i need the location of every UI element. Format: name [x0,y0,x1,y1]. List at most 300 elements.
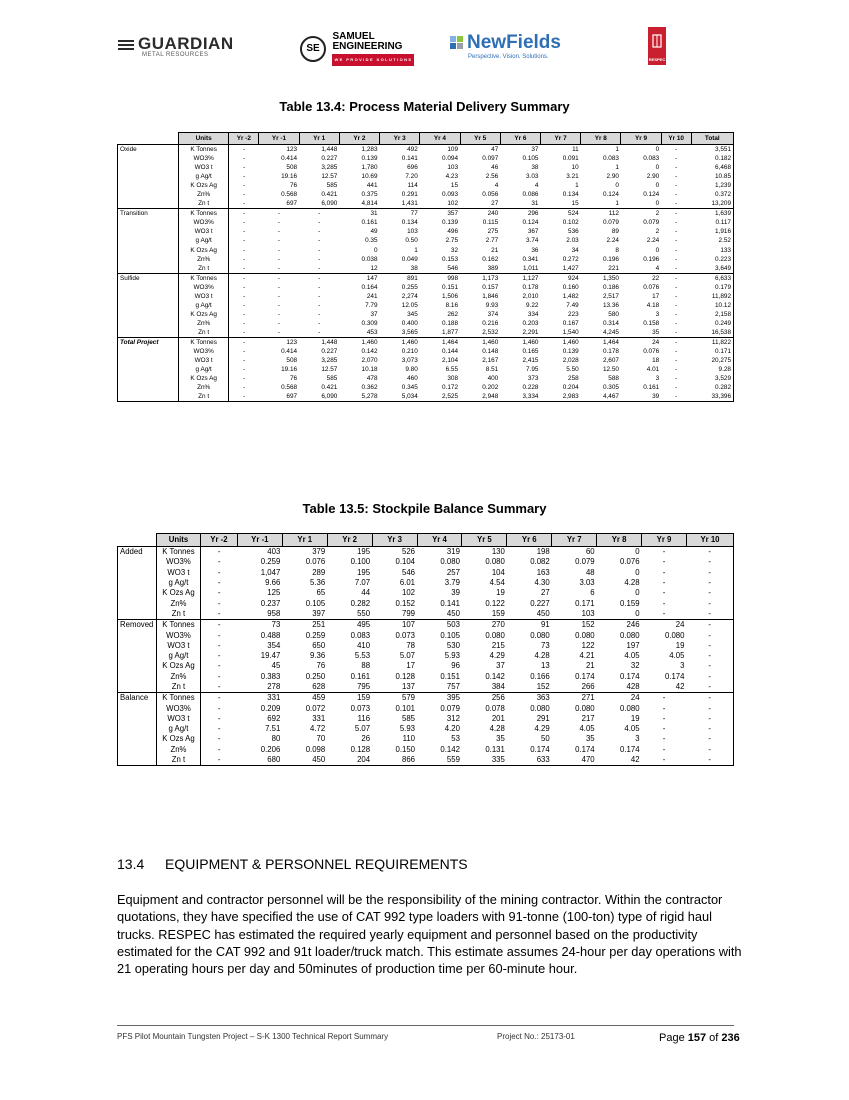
footer-page-prefix: Page [659,1032,688,1044]
unit-cell: g Ag/t [156,651,200,661]
value-cell: - [662,734,666,744]
value-cell: 0.50 [405,237,418,245]
value-cell: 0.227 [321,155,338,163]
value-cell: 270 [462,620,507,631]
value-cell: 1,460 [460,337,500,347]
value-cell: 47 [460,145,500,155]
value-cell: 0.102 [562,219,579,227]
value-cell: 15 [571,200,579,208]
unit-cell: g Ag/t [156,578,200,588]
process-material-delivery-table [117,132,734,402]
value-cell: 240 [460,209,500,219]
value-cell: - [243,255,246,263]
value-cell: 2.24 [646,237,660,245]
table-row [118,264,734,274]
value-cell: 559 [417,755,462,766]
unit-cell: Zn t [178,264,229,274]
value-cell: - [318,228,321,236]
value-cell: 2,167 [482,357,499,365]
column-header: Yr -2 [229,133,259,145]
value-cell: - [299,209,339,219]
row-group-label [118,365,179,374]
value-cell: 7.49 [566,301,579,309]
value-cell: 4.29 [489,651,505,661]
unit-cell: g Ag/t [178,236,229,245]
value-cell: 4.28 [489,724,505,734]
value-cell: 32 [450,246,459,254]
value-cell: 400 [487,375,499,383]
value-cell: 0.282 [691,383,733,392]
value-cell: 4.05 [624,651,640,661]
value-cell: 1,283 [339,145,379,155]
value-cell: 0.174 [575,744,595,754]
value-cell: 21 [585,661,595,671]
value-cell: - [686,693,733,704]
value-cell: 450 [282,755,327,766]
value-cell: 0.080 [530,703,550,713]
table-row [118,347,734,356]
value-cell: 31 [339,209,379,219]
value-cell: - [277,301,281,309]
column-header: Units [178,133,229,145]
value-cell: 2,532 [482,328,499,336]
value-cell: - [243,228,246,236]
value-cell: - [318,237,321,245]
table-row [118,328,734,338]
value-cell: 0.049 [401,255,418,263]
value-cell: 866 [372,755,417,766]
value-cell: 3.21 [566,173,579,181]
value-cell: 291 [536,713,550,723]
value-cell: 12.50 [602,366,619,374]
value-cell: 27 [491,200,499,208]
value-cell: 24 [621,337,661,347]
value-cell: - [686,630,733,640]
value-cell: - [686,609,733,620]
value-cell: 441 [366,182,378,190]
value-cell: 3 [655,375,660,383]
value-cell: 1,482 [562,292,579,300]
value-cell: 278 [267,682,281,691]
row-group-label [118,199,179,209]
column-header: Yr 10 [686,534,733,547]
table-row [118,356,734,365]
value-cell: - [217,661,221,671]
value-cell: 4.72 [310,724,326,734]
value-cell: 20,275 [691,356,733,365]
value-cell: 35 [585,734,595,744]
value-cell: 508 [286,357,298,365]
value-cell: 4 [534,182,539,190]
value-cell: 1,239 [691,181,733,190]
value-cell: 130 [462,547,507,558]
row-group-label: Total Project [118,337,179,347]
value-cell: 147 [339,273,379,283]
value-cell: - [243,283,246,291]
value-cell: 88 [361,661,371,671]
value-cell: 1,460 [339,337,379,347]
value-cell: 1,846 [482,292,499,300]
value-cell: 0.202 [482,384,499,392]
table-row [118,620,734,631]
value-cell: - [243,319,246,327]
value-cell: 76 [316,661,326,671]
table-row [118,755,734,766]
column-header: Yr 9 [642,534,687,547]
value-cell: 4.05 [624,724,640,734]
value-cell: 5,034 [380,392,420,402]
value-cell: - [243,384,246,392]
table-13-4-caption: Table 13.4: Process Material Delivery Summary [279,99,570,114]
value-cell: - [277,264,281,272]
table-row [118,714,734,724]
table-row [118,154,734,163]
stockpile-balance-table [117,533,734,766]
value-cell: 1,540 [562,328,579,336]
value-cell: - [662,598,666,608]
guardian-name: GUARDIAN [138,34,234,53]
value-cell: - [217,608,221,618]
table-row [118,374,734,383]
value-cell: 0.079 [440,703,460,713]
value-cell: 2.03 [566,237,579,245]
value-cell: 9.66 [265,578,281,588]
value-cell: - [243,191,246,199]
unit-cell: K Tonnes [178,145,229,155]
row-group-label [118,578,157,588]
value-cell: 546 [447,264,459,272]
footer-report-title: PFS Pilot Mountain Tungsten Project – S-K 1300 Technical Report Summary [117,1032,389,1041]
value-cell: 2,010 [522,292,539,300]
value-cell: - [229,337,259,347]
value-cell: 9.80 [405,366,418,374]
value-cell: 3.79 [444,578,460,588]
value-cell: 10.18 [361,366,378,374]
value-cell: - [318,292,321,300]
row-group-label [118,181,179,190]
value-cell: 1,011 [522,264,539,272]
value-cell: 363 [507,693,552,704]
value-cell: 0.314 [602,319,619,327]
value-cell: 7.51 [265,724,281,734]
unit-cell: g Ag/t [156,724,200,734]
value-cell: 0.148 [482,348,499,356]
unit-cell: WO3% [178,218,229,227]
value-cell: 116 [357,713,371,723]
value-cell: 2,948 [460,392,500,402]
value-cell: - [686,745,733,755]
value-cell: 4.54 [489,578,505,588]
value-cell: 0 [655,182,660,190]
value-cell: 257 [446,567,460,577]
table-row [118,319,734,328]
table-row [118,227,734,236]
value-cell: 0.134 [401,219,418,227]
value-cell: 453 [366,328,378,336]
value-cell: 0.250 [305,671,326,681]
value-cell: 204 [327,755,372,766]
value-cell: 0.375 [361,191,378,199]
value-cell: - [217,713,221,723]
value-cell: - [662,588,666,598]
value-cell: - [318,328,321,336]
value-cell: 2 [621,209,661,219]
value-cell: 275 [487,228,499,236]
row-group-label [118,374,179,383]
table-row [118,745,734,755]
newfields-squares-icon [450,36,464,50]
value-cell: 0.188 [442,319,459,327]
guardian-logo [118,34,234,58]
value-cell: 1,460 [500,337,540,347]
column-header: Yr 5 [462,534,507,547]
value-cell: 379 [282,547,327,558]
value-cell: - [675,237,678,245]
value-cell: 492 [380,145,420,155]
value-cell: 4,245 [602,328,619,336]
value-cell: 2,104 [442,357,459,365]
table-row [118,365,734,374]
value-cell: 107 [372,620,417,631]
row-group-label [118,190,179,199]
value-cell: - [686,557,733,567]
value-cell: 256 [462,693,507,704]
value-cell: 403 [237,547,282,558]
value-cell: 0.203 [522,319,539,327]
value-cell: 39 [621,392,661,402]
value-cell: 4.18 [646,301,660,309]
value-cell: 0.157 [482,283,499,291]
value-cell: - [243,173,246,181]
value-cell: 78 [406,640,416,650]
row-group-label [118,651,157,661]
value-cell: 0.305 [602,384,619,392]
value-cell: - [686,661,733,671]
value-cell: - [200,547,237,558]
value-cell: - [675,164,678,172]
value-cell: 585 [326,375,338,383]
row-group-label [118,588,157,598]
value-cell: 3,551 [691,145,733,155]
value-cell: - [243,301,246,309]
value-cell: 0.139 [562,348,579,356]
column-header: Yr 7 [540,133,580,145]
value-cell: 757 [446,682,460,691]
unit-cell: WO3% [178,347,229,356]
table-row [118,246,734,255]
value-cell: 0 [597,547,642,558]
column-header: Yr 8 [597,534,642,547]
value-cell: - [318,264,321,272]
value-cell: - [277,228,281,236]
value-cell: - [675,182,678,190]
row-group-label [118,745,157,755]
value-cell: 0.345 [401,384,418,392]
value-cell: - [299,273,339,283]
value-cell: 10.69 [361,173,378,181]
table-row [118,163,734,172]
value-cell: 163 [536,567,550,577]
value-cell: 0.076 [620,557,640,567]
value-cell: - [243,310,246,318]
row-group-label [118,218,179,227]
unit-cell: WO3 t [178,356,229,365]
value-cell: 4,814 [361,200,378,208]
value-cell: 450 [446,608,460,618]
value-cell: 2.24 [606,237,619,245]
value-cell: - [229,392,259,402]
value-cell: 795 [357,682,371,691]
respec-logo [648,27,666,65]
value-cell: - [686,734,733,744]
value-cell: 122 [581,640,595,650]
value-cell: - [259,273,299,283]
value-cell: 36 [531,246,539,254]
value-cell: 12 [370,264,378,272]
value-cell: 546 [402,567,416,577]
value-cell: - [243,246,246,254]
value-cell: 2.52 [691,236,733,245]
value-cell: 373 [527,375,539,383]
value-cell: 1,350 [581,273,621,283]
value-cell: 241 [366,292,378,300]
value-cell: - [662,557,666,567]
value-cell: 3 [635,734,640,744]
value-cell: 5.36 [310,578,326,588]
value-cell: 1,448 [299,337,339,347]
value-cell: 389 [487,264,499,272]
value-cell: 2,525 [420,392,460,402]
value-cell: - [318,219,321,227]
value-cell: 0.179 [691,283,733,292]
value-cell: 0.568 [281,191,298,199]
value-cell: 0.152 [395,598,416,608]
value-cell: 585 [402,713,416,723]
value-cell: 384 [491,682,505,691]
unit-cell: Zn t [178,328,229,338]
value-cell: 0.076 [643,348,660,356]
table-row [118,236,734,245]
value-cell: - [662,608,666,618]
value-cell: 0.124 [602,191,619,199]
value-cell: 1,431 [401,200,418,208]
value-cell: 35 [496,734,505,744]
row-group-label: Balance [118,693,157,704]
value-cell: 102 [447,200,459,208]
value-cell: 137 [402,682,416,691]
value-cell: 4.05 [579,724,595,734]
value-cell: 0.161 [361,219,378,227]
unit-cell: Zn% [156,672,200,682]
value-cell: 998 [420,273,460,283]
value-cell: 15 [450,182,459,190]
value-cell: 0.372 [691,190,733,199]
unit-cell: WO3 t [178,227,229,236]
value-cell: 397 [312,608,326,618]
column-header: Yr 10 [661,133,691,145]
value-cell: 2,070 [361,357,378,365]
value-cell: - [675,191,678,199]
value-cell: 0.115 [482,219,499,227]
value-cell: 0.141 [440,598,460,608]
value-cell: 0.151 [442,283,459,291]
table-row [118,292,734,301]
table-row [118,218,734,227]
value-cell: 109 [420,145,460,155]
samuel-text [332,32,414,66]
value-cell: - [662,744,666,754]
value-cell: 0.144 [442,348,459,356]
value-cell: 357 [420,209,460,219]
value-cell: 0.272 [562,255,579,263]
value-cell: 0.086 [522,191,539,199]
value-cell: - [675,375,678,383]
value-cell: 0.056 [482,191,499,199]
value-cell: 0.164 [361,283,378,291]
value-cell: 3,073 [401,357,418,365]
value-cell: 319 [417,547,462,558]
value-cell: 0.414 [281,348,298,356]
value-cell: 0.124 [522,219,539,227]
value-cell: 331 [312,713,326,723]
value-cell: - [675,173,678,181]
unit-cell: WO3% [156,703,200,713]
table-row [118,598,734,608]
column-header: Total [691,133,733,145]
value-cell: 1,460 [540,337,580,347]
value-cell: 24 [597,693,642,704]
value-cell: 125 [267,588,281,598]
table-13-5-caption: Table 13.5: Stockpile Balance Summary [302,501,547,516]
value-cell: - [277,237,281,245]
row-group-label [118,283,179,292]
value-cell: 89 [611,228,619,236]
row-group-label [118,264,179,274]
value-cell: 39 [451,588,460,598]
value-cell: - [277,319,281,327]
column-header: Yr 5 [460,133,500,145]
unit-cell: K Tonnes [156,620,200,631]
value-cell: 19 [630,713,640,723]
value-cell: 0 [373,246,378,254]
value-cell: 104 [491,567,505,577]
value-cell: - [243,292,246,300]
value-cell: 8.16 [445,301,459,309]
unit-cell: Zn% [178,255,229,264]
value-cell: 0.079 [643,219,660,227]
value-cell: - [243,366,246,374]
unit-cell: WO3 t [156,714,200,724]
guardian-subtitle: METAL RESOURCES [142,52,209,58]
value-cell: 0.079 [575,557,595,567]
row-group-label [118,641,157,651]
value-cell: 0.174 [620,744,640,754]
value-cell: - [217,557,221,567]
value-cell: - [243,164,246,172]
value-cell: 9.93 [485,301,499,309]
value-cell: 4,467 [581,392,621,402]
value-cell: 345 [407,310,418,318]
value-cell: 334 [527,310,539,318]
value-cell: 70 [316,734,326,744]
value-cell: - [277,292,281,300]
table-row [118,672,734,682]
value-cell: 0.309 [361,319,378,327]
value-cell: 650 [312,640,326,650]
value-cell: 799 [402,608,416,618]
value-cell: - [686,578,733,588]
value-cell: 0 [615,182,619,190]
